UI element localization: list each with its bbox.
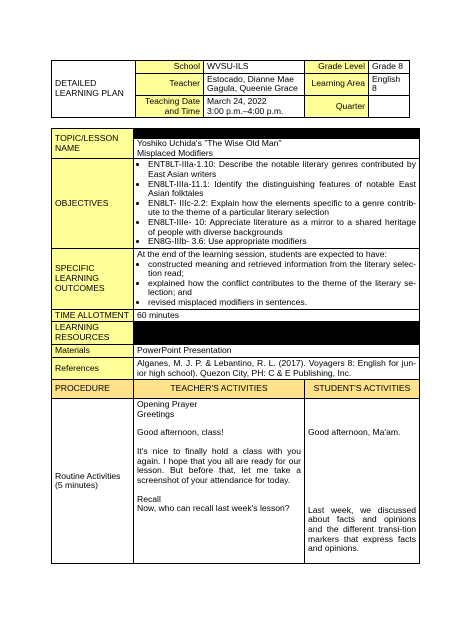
teacher-label: Teacher — [136, 73, 204, 95]
topic-line-1: Yoshiko Uchida's "The Wise Old Man" — [137, 138, 282, 148]
procedure-row — [52, 380, 420, 399]
teacher-activities-cell — [134, 399, 305, 564]
objectives-label: OBJECTIVES — [52, 159, 134, 249]
materials-value: PowerPoint Presentation — [134, 345, 420, 358]
objective-item: • EN8LT-IIIa-11.1: Identify the distinguishing features of notable East Asian folktales — [148, 180, 416, 199]
grade-value: Grade 8 — [369, 61, 410, 74]
objective-item: • EN8LT-IIIe- 10: Appreciate literature as a mirror to a shared heritage of people with diverse backgrounds — [148, 218, 416, 237]
resources-label: LEARNING RESOURCES — [52, 322, 134, 345]
resources-black-cell — [134, 322, 420, 345]
time-row — [52, 309, 420, 322]
topic-line-2: Misplaced Modifiers — [137, 147, 213, 158]
date-value — [204, 95, 305, 117]
plan-title: DETAILED LEARNING PLAN — [52, 61, 136, 118]
time-label: TIME ALLOTMENT — [52, 309, 134, 322]
student-activities-header: STUDENT'S ACTIVITIES — [305, 380, 420, 399]
greetings: Greetings — [137, 408, 175, 419]
area-value: English 8 — [369, 73, 410, 95]
time-value: 60 minutes — [134, 309, 420, 322]
header-table — [51, 60, 410, 118]
outcome-item: • constructed meaning and retrieved information from the literary selec-tion read; — [148, 260, 416, 279]
objective-item: • EN8G-IIIb- 3.6: Use appropriate modifiers — [148, 237, 416, 247]
topic-label: TOPIC/LESSON NAME — [52, 129, 134, 159]
quarter-value — [369, 95, 410, 117]
objectives-list — [137, 160, 416, 247]
date-line-2: 3:00 p.m.–4:00 p.m. — [207, 105, 284, 116]
outcomes-cell — [134, 248, 420, 309]
outcome-item: • explained how the conflict contributes to the theme of the literary se-lection; and — [148, 279, 416, 298]
opening-prayer: Opening Prayer — [137, 399, 198, 410]
outcomes-label: SPECIFIC LEARNING OUTCOMES — [52, 248, 134, 309]
plan-table — [51, 128, 420, 564]
topic-row — [52, 129, 420, 159]
school-value: WVSU-ILS — [204, 61, 305, 74]
references-row — [52, 357, 420, 379]
outcomes-intro: At the end of the learning session, students are expected to have: — [137, 248, 387, 259]
procedure-label: PROCEDURE — [52, 380, 134, 399]
grade-label: Grade Level — [305, 61, 369, 74]
school-label: School — [136, 61, 204, 74]
outcomes-row — [52, 248, 420, 309]
outcome-item: • revised misplaced modifiers in sentences. — [148, 298, 416, 308]
references-label: References — [52, 357, 134, 379]
routine-label: Routine Activities (5 minutes) — [52, 399, 134, 564]
date-label: Teaching Date and Time — [136, 95, 204, 117]
student-good-afternoon: Good afternoon, Ma'am. — [308, 427, 401, 438]
objective-item: • ENT8LT-IIIa-1.10: Describe the notable literary genres contributed by East Asian writers — [148, 160, 416, 179]
objectives-row — [52, 159, 420, 249]
objective-item: • EN8LT- IIIc-2.2: Explain how the elements specific to a genre contrib-ute to the theme of a particular literary selection — [148, 199, 416, 218]
topic-cell — [134, 129, 420, 159]
teacher-activities-header: TEACHER'S ACTIVITIES — [134, 380, 305, 399]
teacher-nice-text: It's nice to finally hold a class with you again. I hope that you all are ready for our lesson. But before that, let me take a screenshot of your attendance for today. — [137, 446, 301, 485]
recall-question: Now, who can recall last week's lesson? — [137, 503, 290, 514]
materials-label: Materials — [52, 345, 134, 358]
resources-row — [52, 322, 420, 345]
routine-row — [52, 399, 420, 564]
area-label: Learning Area — [305, 73, 369, 95]
quarter-label: Quarter — [305, 95, 369, 117]
references-value: Alganes, M. J. P. & Lebantino, R. L. (2017). Voyagers 8: English for jun-ior high school). Quezon City, PH: C & E Publishing, Inc. — [134, 357, 420, 379]
materials-row — [52, 345, 420, 358]
objectives-cell — [134, 159, 420, 249]
date-line-1: March 24, 2022 — [207, 95, 267, 106]
outcomes-list — [137, 260, 416, 308]
student-activities-cell — [305, 399, 420, 564]
student-last-week: Last week, we discussed about facts and opinions and the different transi-tion markers that express facts and opinions. — [308, 504, 417, 554]
recall-heading: Recall — [137, 493, 161, 504]
teacher-value: Estocado, Dianne Mae Gagula, Queenie Grace — [204, 73, 305, 95]
teacher-good-afternoon: Good afternoon, class! — [137, 427, 224, 438]
